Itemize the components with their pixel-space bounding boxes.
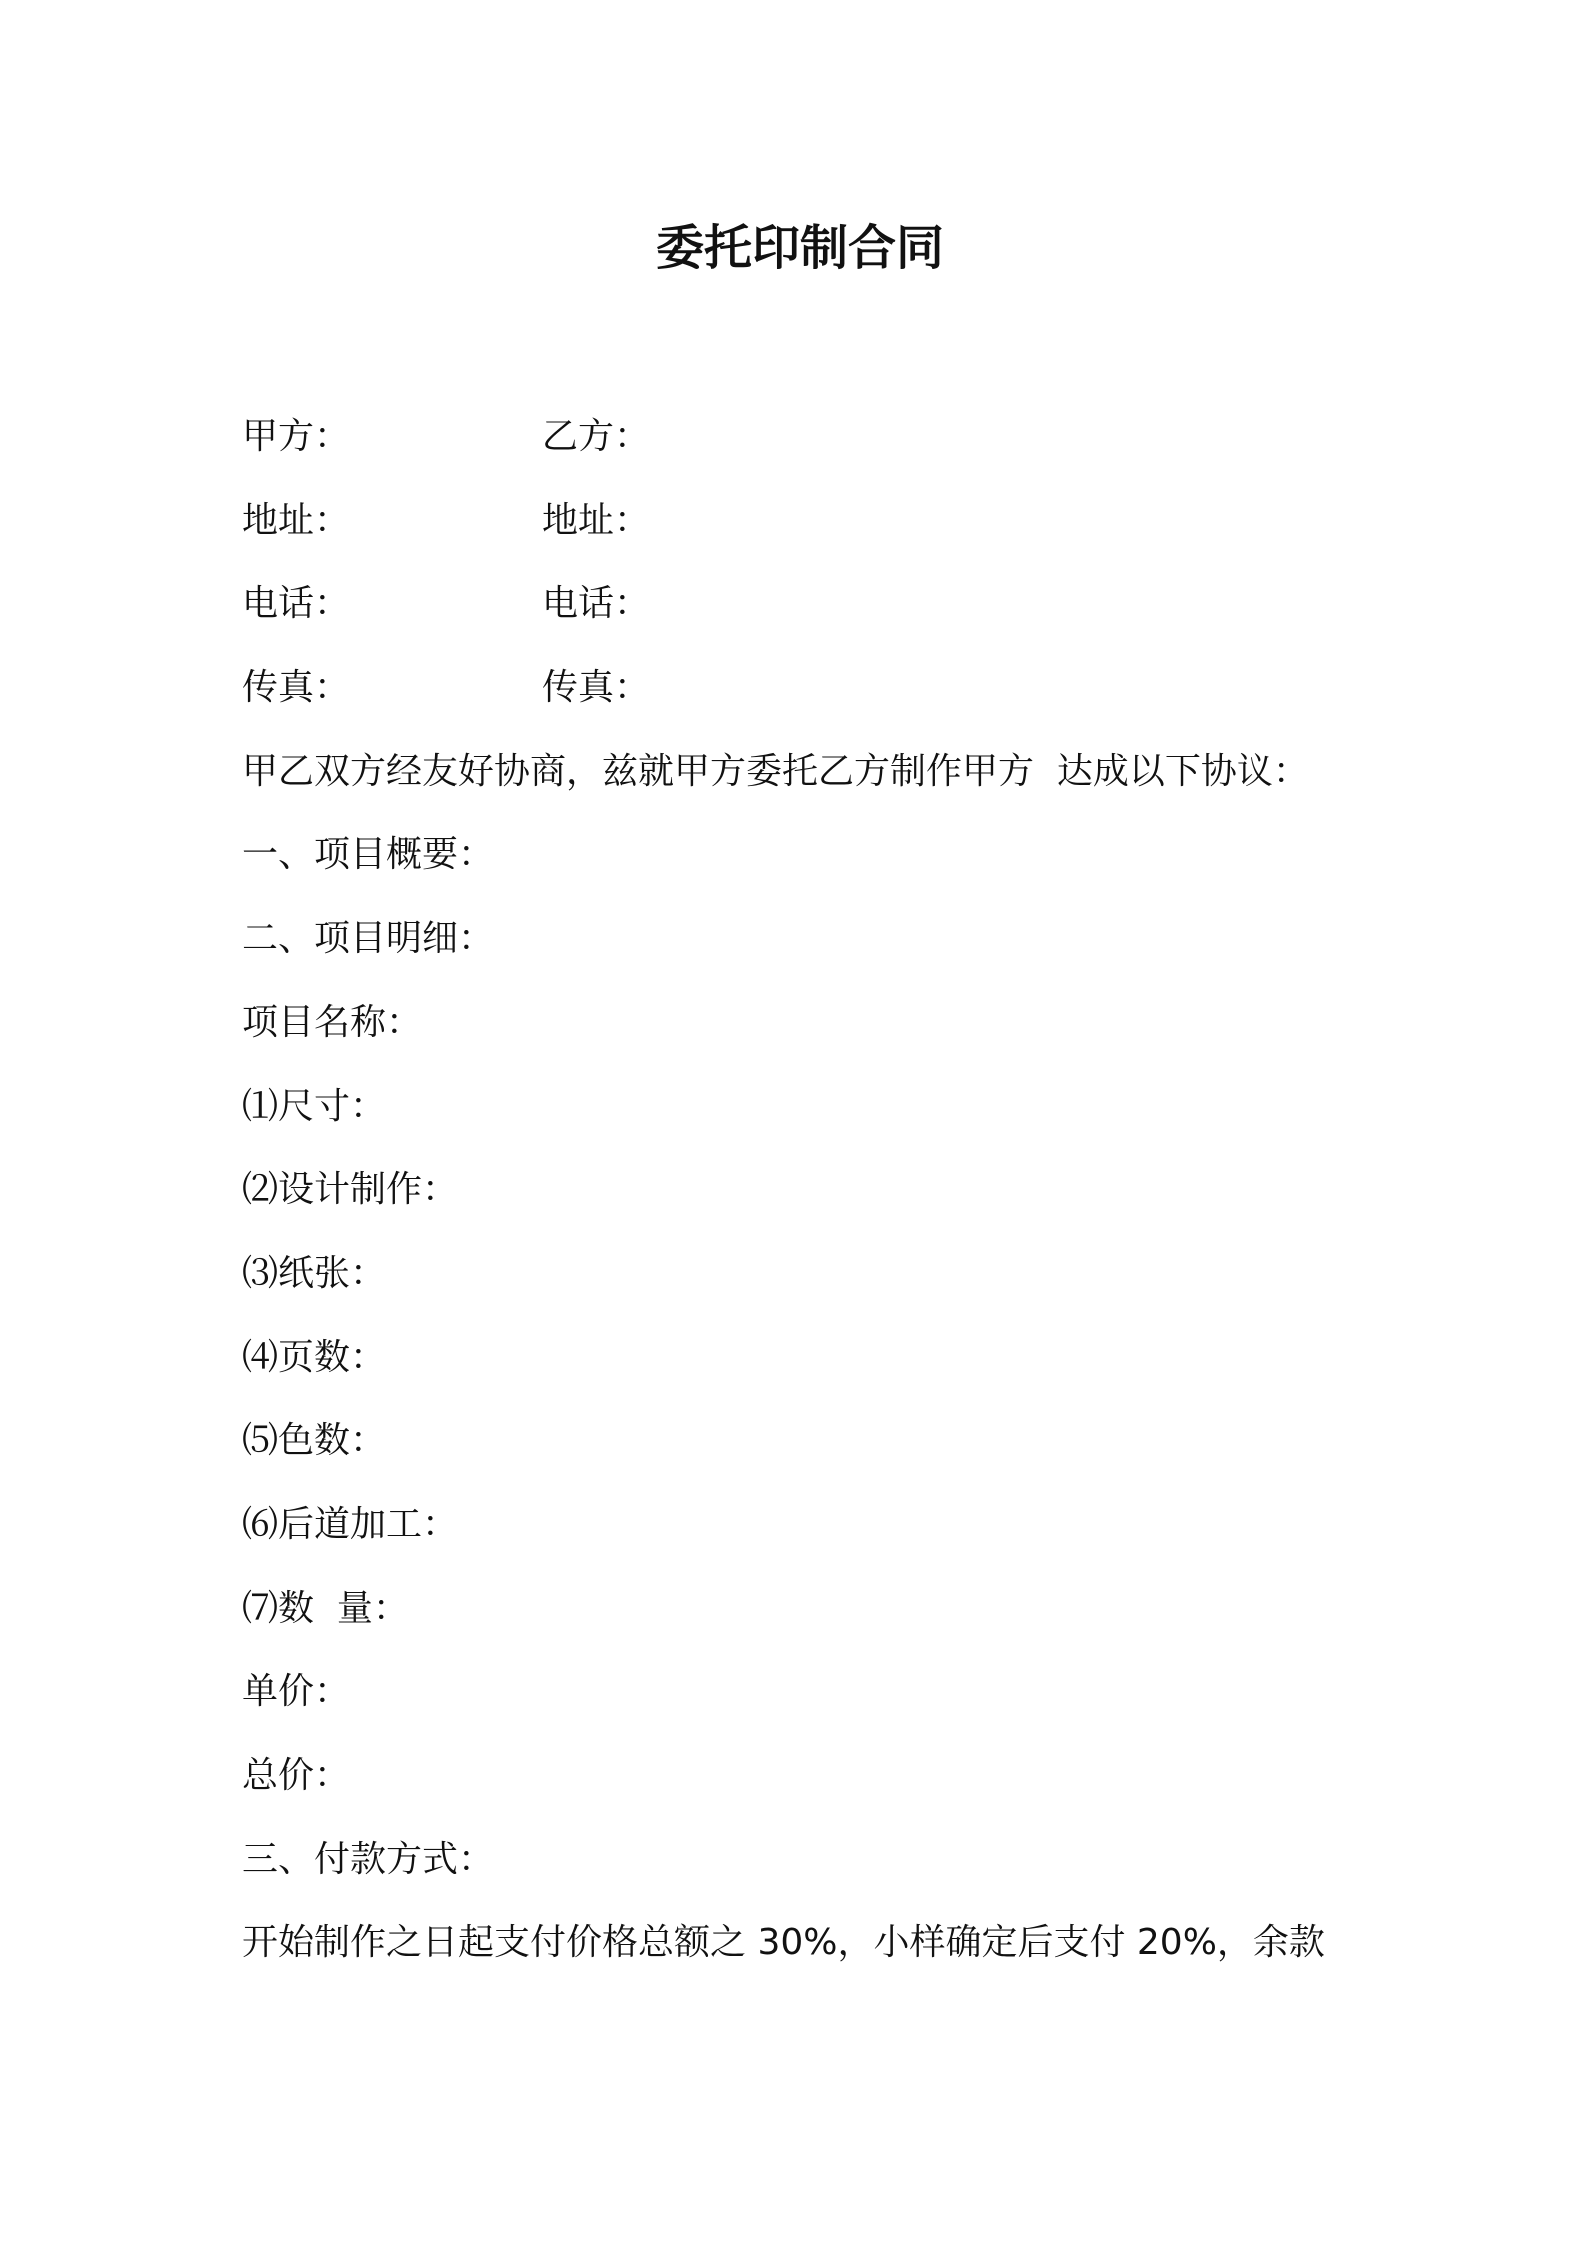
party-a-fax-label: 传真： <box>242 667 351 709</box>
item-finishing: ⑹后道加工： <box>242 1503 459 1545</box>
item-paper: ⑶纸张： <box>242 1252 387 1294</box>
address-row <box>242 479 1392 563</box>
project-name-label: 项目名称： <box>242 1001 423 1043</box>
party-a-address-label: 地址： <box>242 499 351 541</box>
section-heading-overview: 一、项目概要： <box>242 834 495 876</box>
party-b-fax-label: 传真： <box>542 667 651 709</box>
party-b-address-label: 地址： <box>542 499 651 541</box>
section-heading-details: 二、项目明细： <box>242 918 495 960</box>
party-row <box>242 395 1392 479</box>
party-a-phone-label: 电话： <box>242 583 351 625</box>
unit-price-label: 单价： <box>242 1671 351 1713</box>
payment-paragraph: 开始制作之日起支付价格总额之 30%，小样确定后支付 20%，余款 <box>242 1922 1325 1964</box>
total-price-label: 总价： <box>242 1755 351 1796</box>
section-heading-payment: 三、付款方式： <box>242 1838 495 1880</box>
phone-row <box>242 562 1392 646</box>
party-b-label: 乙方： <box>542 416 651 457</box>
document-title: 委托印制合同 <box>655 220 944 276</box>
item-pages: ⑷页数： <box>242 1336 387 1378</box>
item-design: ⑵设计制作： <box>242 1169 459 1211</box>
document-body <box>242 395 1392 1985</box>
intro-paragraph: 甲乙双方经友好协商，兹就甲方委托乙方制作甲方 达成以下协议： <box>242 750 1309 792</box>
item-size: ⑴尺寸： <box>242 1085 387 1127</box>
item-colors: ⑸色数： <box>242 1420 387 1462</box>
party-b-phone-label: 电话： <box>542 583 651 625</box>
item-quantity: ⑺数 量： <box>242 1587 409 1629</box>
party-a-label: 甲方： <box>242 416 351 457</box>
fax-row <box>242 646 1392 730</box>
